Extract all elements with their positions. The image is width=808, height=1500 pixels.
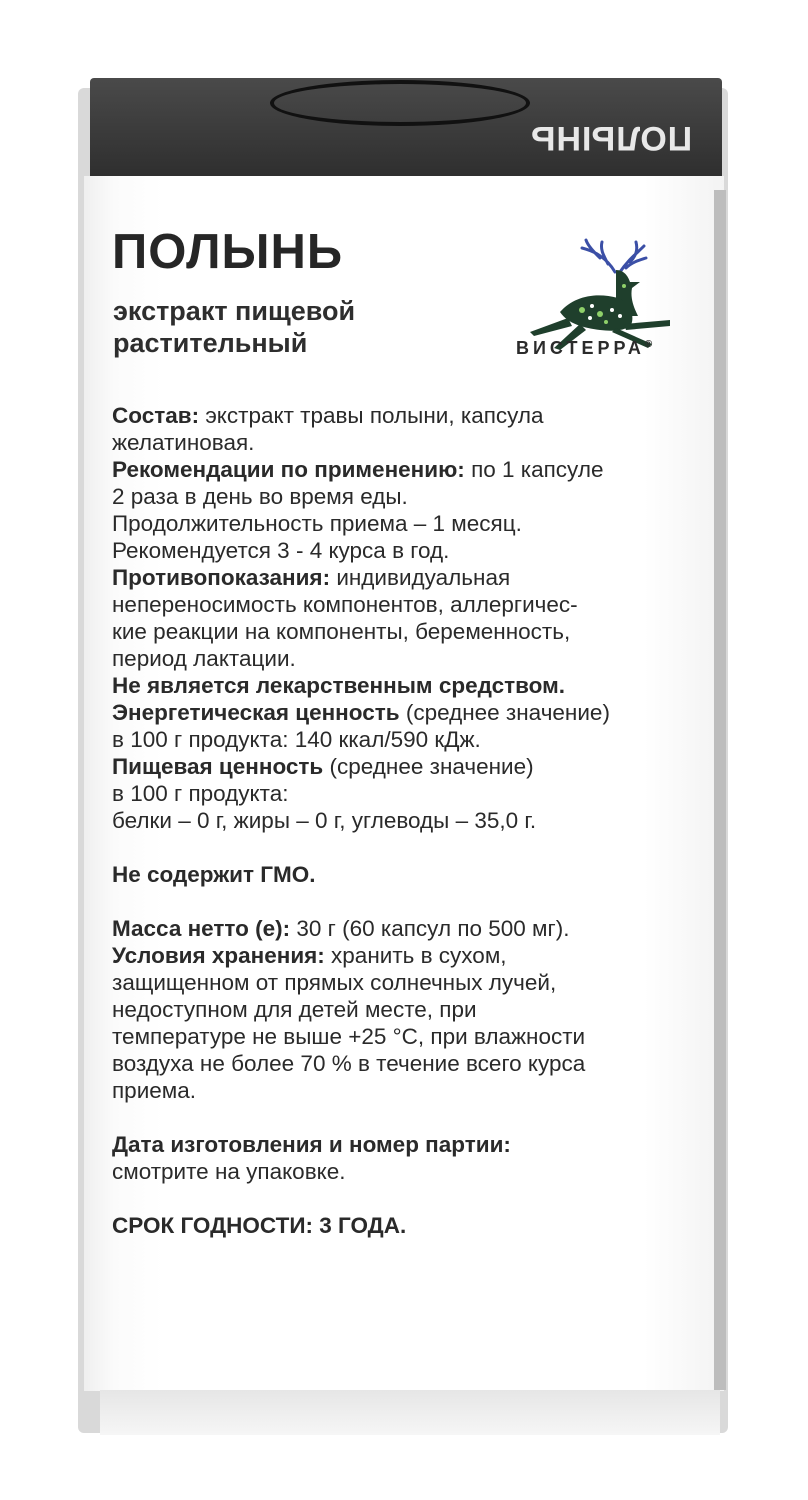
recommendations-line-3: Продолжительность приема – 1 месяц. (112, 511, 522, 536)
contraindications-line-2: непереносимость компонентов, аллергичес- (112, 592, 578, 617)
contraindications-text: индивидуальная (330, 565, 511, 590)
registered-mark: ® (644, 339, 653, 350)
package-bottom (100, 1390, 720, 1435)
brand-name-text: ВИСТЕРРА (516, 338, 645, 358)
energy-text: (среднее значение) (399, 700, 610, 725)
recommendations-line-4: Рекомендуется 3 - 4 курса в год. (112, 538, 450, 563)
spacer (112, 834, 712, 861)
recommendations-text: по 1 капсуле (464, 457, 604, 482)
nutrition-line-3: белки – 0 г, жиры – 0 г, углеводы – 35,0 г. (112, 808, 537, 833)
storage-text: хранить в сухом, (324, 943, 507, 968)
spacer (112, 1104, 712, 1131)
manufacture-label: Дата изготовления и номер партии: (112, 1132, 511, 1157)
nutrition-line-2: в 100 г продукта: (112, 781, 289, 806)
manufacture-text: смотрите на упаковке. (112, 1159, 346, 1184)
subtitle-line-2: растительный (113, 328, 308, 358)
nutrition-line-1 (112, 753, 712, 780)
storage-line-5: воздуха не более 70 % в течение всего курса (112, 1051, 586, 1076)
storage-line-3: недоступном для детей месте, при (112, 997, 477, 1022)
net-mass-text: 30 г (60 капсул по 500 мг). (290, 916, 570, 941)
spacer (112, 888, 712, 915)
storage-line-4: температуре не выше +25 °С, при влажности (112, 1024, 586, 1049)
composition-line-1 (112, 402, 712, 429)
net-mass-line (112, 915, 712, 942)
subtitle-line-1: экстракт пищевой (113, 296, 356, 326)
recommendations-label: Рекомендации по применению: (112, 457, 465, 482)
shelf-life: СРОК ГОДНОСТИ: 3 ГОДА. (112, 1213, 407, 1238)
nutrition-text: (среднее значение) (323, 754, 534, 779)
lid-logo-oval (270, 80, 530, 126)
contraindications-label: Противопоказания: (112, 565, 331, 590)
storage-label: Условия хранения: (112, 943, 325, 968)
energy-line-1 (112, 699, 712, 726)
product-subtitle (113, 295, 533, 359)
contraindications-line-1 (112, 564, 712, 591)
energy-label: Энергетическая ценность (112, 700, 400, 725)
product-title: ПОЛЫНЬ (112, 225, 344, 279)
composition-line-2: желатиновая. (112, 430, 255, 455)
gmo-notice: Не содержит ГМО. (112, 862, 316, 887)
contraindications-line-4: период лактации. (112, 646, 296, 671)
storage-line-1 (112, 942, 712, 969)
spacer (112, 1185, 712, 1212)
storage-line-2: защищенном от прямых солнечных лучей, (112, 970, 557, 995)
label-content (112, 402, 712, 1239)
composition-label: Состав: (112, 403, 200, 428)
composition-text: экстракт травы полыни, капсула (199, 403, 544, 428)
not-medicine-notice: Не является лекарственным средством. (112, 673, 565, 698)
energy-line-2: в 100 г продукта: 140 ккал/590 кДж. (112, 727, 481, 752)
net-mass-label: Масса нетто (е): (112, 916, 291, 941)
package-right-edge (714, 190, 726, 1390)
recommendations-line-1 (112, 456, 712, 483)
storage-line-6: приема. (112, 1078, 197, 1103)
nutrition-label: Пищевая ценность (112, 754, 324, 779)
recommendations-line-2: 2 раза в день во время еды. (112, 484, 408, 509)
lid-brand-text: ПОЛЫНЬ (529, 119, 692, 157)
brand-name (516, 338, 652, 359)
contraindications-line-3: кие реакции на компоненты, беременность, (112, 619, 571, 644)
